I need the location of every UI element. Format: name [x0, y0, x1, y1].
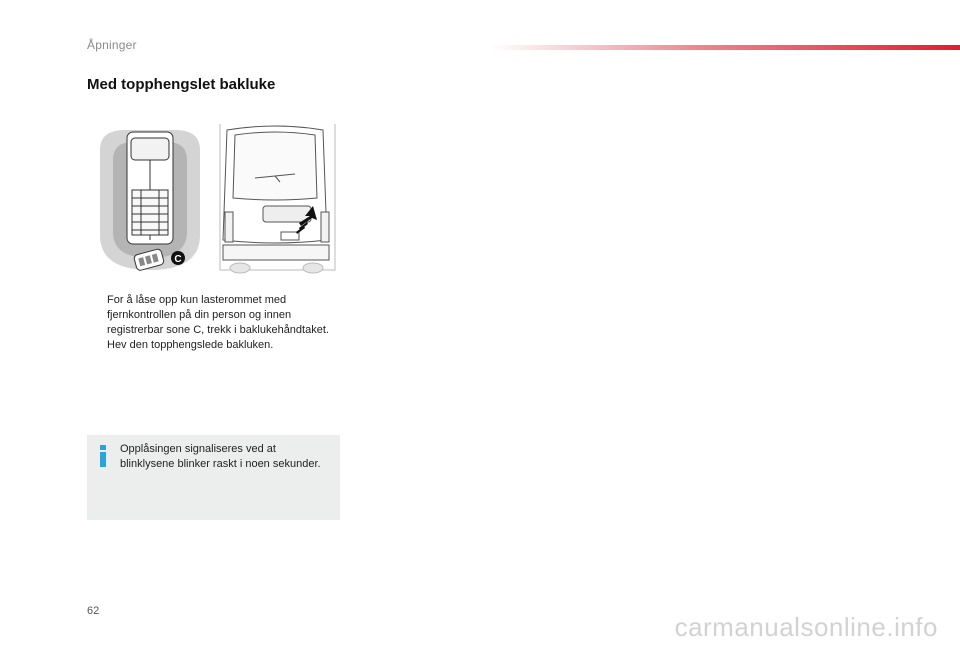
page-title: Med topphengslet bakluke: [87, 76, 276, 93]
van-top-view: [127, 132, 173, 244]
watermark: carmanualsonline.info: [674, 612, 938, 642]
zone-c-label: C: [174, 254, 182, 265]
section-header: Åpninger: [87, 38, 137, 52]
instruction-list: [87, 293, 337, 353]
tailgate-illustration-svg: [95, 120, 340, 280]
instruction-item: [87, 293, 337, 338]
tailgate-illustration: [95, 120, 340, 280]
van-rear-view: [220, 124, 335, 273]
info-icon: [99, 445, 109, 467]
instruction-item: [87, 338, 337, 353]
instruction-text: For å låse opp kun lasterommet med fjernkontrollen på din person og innen registrerbar sone C, trekk i baklukehåndtaket.: [107, 294, 329, 336]
header-accent-bar: [490, 45, 960, 50]
page-number: 62: [87, 605, 100, 617]
info-box: [87, 435, 340, 520]
info-text: Opplåsingen signaliseres ved at blinklysene blinker raskt i noen sekunder.: [120, 443, 321, 470]
instruction-text: Hev den topphengslede bakluken.: [107, 339, 274, 351]
